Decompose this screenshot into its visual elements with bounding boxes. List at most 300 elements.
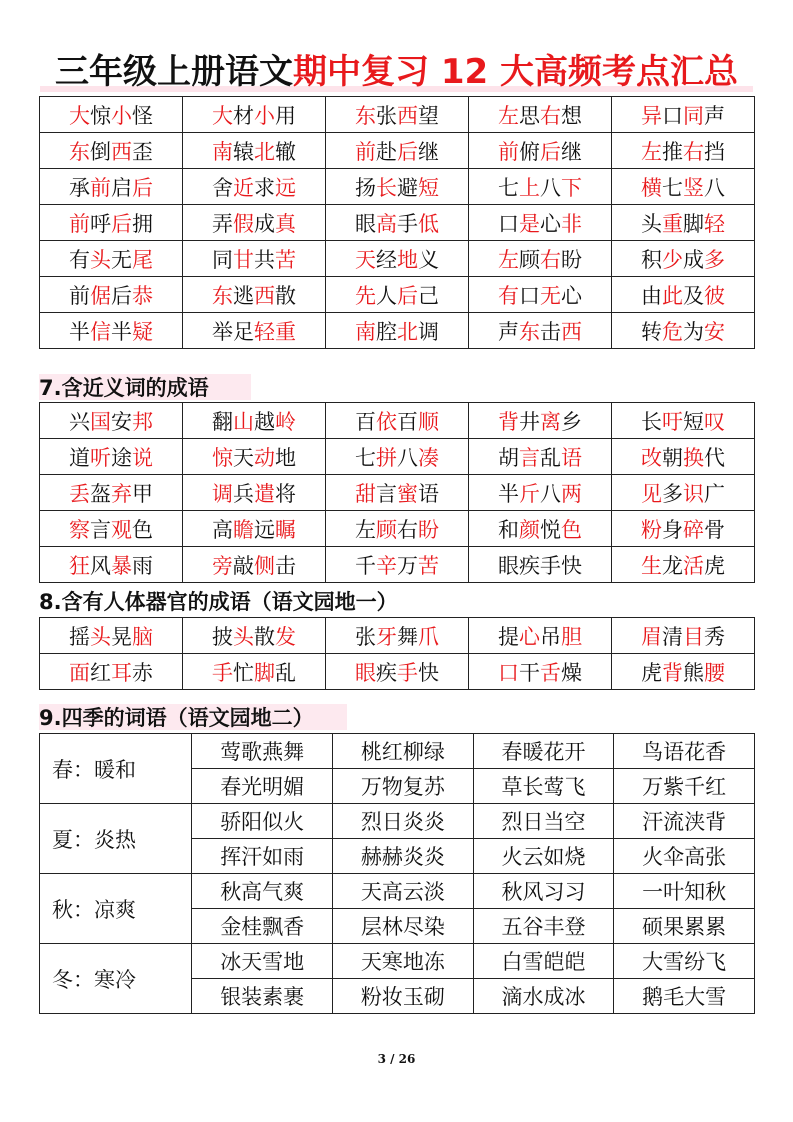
idiom-char: 言 (90, 517, 111, 542)
idiom-cell (326, 618, 469, 654)
idiom-char: 异 (641, 103, 662, 128)
table-row (40, 313, 755, 349)
idiom-char: 拥 (132, 211, 153, 236)
idiom-char: 小 (254, 103, 275, 128)
season-label: 夏：炎热 (40, 804, 192, 874)
idiom-char: 左 (498, 103, 519, 128)
idiom-char: 悦 (540, 517, 561, 542)
idiom-char: 半 (111, 319, 132, 344)
idiom-char: 骨 (704, 517, 725, 542)
section-8-heading: 8.含有人体器官的成语（语文园地一） (39, 590, 398, 614)
idiom-char: 顾 (519, 247, 540, 272)
idiom-char: 兴 (69, 409, 90, 434)
season-word-cell: 层林尽染 (333, 909, 474, 944)
idiom-char: 面 (69, 660, 90, 685)
season-word-cell: 汗流浃背 (614, 804, 755, 839)
page-title (0, 44, 793, 93)
idiom-char: 乡 (561, 409, 582, 434)
idiom-char: 高 (376, 211, 397, 236)
idiom-char: 用 (275, 103, 296, 128)
idiom-char: 忙 (233, 660, 254, 685)
idiom-cell (183, 97, 326, 133)
idiom-cell (183, 439, 326, 475)
table-row (40, 133, 755, 169)
idiom-cell (326, 241, 469, 277)
table-row (40, 403, 755, 439)
idiom-cell (612, 169, 755, 205)
idiom-char: 瞩 (275, 517, 296, 542)
idiom-char: 多 (704, 247, 725, 272)
table-row (40, 475, 755, 511)
idiom-char: 凑 (418, 445, 439, 470)
idiom-cell (612, 205, 755, 241)
idiom-cell (40, 97, 183, 133)
idiom-char: 七 (355, 445, 376, 470)
idiom-char: 语 (561, 445, 582, 470)
table-row (40, 734, 755, 769)
idiom-cell (612, 403, 755, 439)
idiom-char: 下 (561, 175, 582, 200)
idiom-char: 非 (561, 211, 582, 236)
idiom-char: 求 (254, 175, 275, 200)
idiom-char: 千 (355, 553, 376, 578)
idiom-cell (183, 547, 326, 583)
idiom-char: 疑 (132, 319, 153, 344)
idiom-char: 眼 (498, 553, 519, 578)
idiom-cell (612, 133, 755, 169)
idiom-char: 岭 (275, 409, 296, 434)
season-word-cell: 桃红柳绿 (333, 734, 474, 769)
idiom-cell (40, 654, 183, 690)
idiom-char: 倒 (90, 139, 111, 164)
idiom-char: 有 (69, 247, 90, 272)
idiom-char: 口 (519, 283, 540, 308)
idiom-char: 暴 (111, 553, 132, 578)
idiom-char: 恭 (132, 283, 153, 308)
idiom-char: 短 (683, 409, 704, 434)
idiom-cell (183, 618, 326, 654)
season-word-cell: 一叶知秋 (614, 874, 755, 909)
idiom-char: 听 (90, 445, 111, 470)
idiom-char: 己 (418, 283, 439, 308)
idiom-char: 燥 (561, 660, 582, 685)
idiom-cell (326, 439, 469, 475)
idiom-cell (469, 205, 612, 241)
idiom-char: 舌 (540, 660, 561, 685)
idiom-char: 假 (233, 211, 254, 236)
idiom-char: 前 (498, 139, 519, 164)
idiom-char: 身 (662, 517, 683, 542)
idiom-char: 兵 (233, 481, 254, 506)
idiom-char: 积 (641, 247, 662, 272)
idiom-cell (40, 547, 183, 583)
idiom-char: 疾 (376, 660, 397, 685)
idiom-char: 两 (561, 481, 582, 506)
idiom-char: 龙 (662, 553, 683, 578)
idiom-char: 成 (254, 211, 275, 236)
idiom-char: 遣 (254, 481, 275, 506)
idiom-char: 旁 (212, 553, 233, 578)
section-7-heading: 7.含近义词的成语 (39, 376, 209, 400)
idiom-char: 苦 (275, 247, 296, 272)
idiom-char: 右 (397, 517, 418, 542)
idiom-char: 虎 (704, 553, 725, 578)
idiom-char: 道 (69, 445, 90, 470)
idiom-char: 右 (683, 139, 704, 164)
idiom-char: 散 (254, 624, 275, 649)
season-word-cell: 赫赫炎炎 (333, 839, 474, 874)
idiom-char: 辕 (233, 139, 254, 164)
idiom-char: 上 (519, 175, 540, 200)
idiom-cell (326, 133, 469, 169)
season-word-cell: 春光明媚 (192, 769, 333, 804)
idiom-char: 眼 (355, 211, 376, 236)
idiom-char: 挡 (704, 139, 725, 164)
table-row (40, 205, 755, 241)
idiom-char: 心 (519, 624, 540, 649)
idiom-char: 百 (397, 409, 418, 434)
season-word-cell: 天寒地冻 (333, 944, 474, 979)
idiom-char: 望 (418, 103, 439, 128)
idiom-cell (612, 654, 755, 690)
table-row (40, 169, 755, 205)
idiom-char: 尾 (132, 247, 153, 272)
season-label: 春：暖和 (40, 734, 192, 804)
idiom-cell (40, 618, 183, 654)
idiom-char: 国 (90, 409, 111, 434)
season-word-cell: 银装素裹 (192, 979, 333, 1014)
idiom-char: 牙 (376, 624, 397, 649)
idiom-char: 辛 (376, 553, 397, 578)
season-word-cell: 硕果累累 (614, 909, 755, 944)
season-word-cell: 烈日当空 (473, 804, 614, 839)
idiom-char: 重 (662, 211, 683, 236)
idiom-cell (183, 403, 326, 439)
idiom-char: 眉 (641, 624, 662, 649)
season-word-cell: 金桂飘香 (192, 909, 333, 944)
idiom-cell (612, 618, 755, 654)
idiom-char: 危 (662, 319, 683, 344)
season-word-cell: 秋风习习 (473, 874, 614, 909)
idiom-char: 竖 (683, 175, 704, 200)
idiom-char: 有 (498, 283, 519, 308)
idiom-cell (469, 439, 612, 475)
idiom-char: 击 (275, 553, 296, 578)
idiom-char: 后 (397, 139, 418, 164)
idiom-char: 弃 (111, 481, 132, 506)
season-word-cell: 天高云淡 (333, 874, 474, 909)
idiom-char: 八 (397, 445, 418, 470)
idiom-char: 红 (90, 660, 111, 685)
idiom-char: 手 (212, 660, 233, 685)
idiom-char: 依 (376, 409, 397, 434)
idiom-char: 甘 (233, 247, 254, 272)
idiom-char: 色 (132, 517, 153, 542)
idiom-char: 声 (704, 103, 725, 128)
idiom-char: 广 (704, 481, 725, 506)
idiom-char: 口 (498, 660, 519, 685)
idiom-char: 继 (418, 139, 439, 164)
idiom-char: 远 (254, 517, 275, 542)
idiom-char: 手 (397, 211, 418, 236)
idiom-cell (469, 97, 612, 133)
idiom-char: 狂 (69, 553, 90, 578)
idiom-char: 盼 (418, 517, 439, 542)
idiom-char: 西 (397, 103, 418, 128)
idiom-char: 秀 (704, 624, 725, 649)
season-word-cell: 挥汗如雨 (192, 839, 333, 874)
idiom-char: 盼 (561, 247, 582, 272)
idiom-char: 熊 (683, 660, 704, 685)
idiom-char: 同 (212, 247, 233, 272)
season-word-cell: 五谷丰登 (473, 909, 614, 944)
idiom-char: 后 (132, 175, 153, 200)
idiom-char: 击 (540, 319, 561, 344)
season-label: 秋：凉爽 (40, 874, 192, 944)
idiom-char: 苦 (418, 553, 439, 578)
idiom-char: 后 (397, 283, 418, 308)
idiom-char: 脚 (683, 211, 704, 236)
idiom-char: 西 (111, 139, 132, 164)
idiom-cell (40, 133, 183, 169)
table-row (40, 547, 755, 583)
idiom-char: 为 (683, 319, 704, 344)
idiom-cell (612, 313, 755, 349)
idiom-char: 盔 (90, 481, 111, 506)
idiom-char: 少 (662, 247, 683, 272)
table-row (40, 277, 755, 313)
idiom-char: 甲 (132, 481, 153, 506)
idiom-char: 西 (561, 319, 582, 344)
idiom-char: 赤 (132, 660, 153, 685)
idiom-char: 将 (275, 481, 296, 506)
idiom-char: 目 (683, 624, 704, 649)
idiom-char: 此 (662, 283, 683, 308)
idiom-char: 晃 (111, 624, 132, 649)
idiom-char: 瞻 (233, 517, 254, 542)
idiom-char: 先 (355, 283, 376, 308)
idiom-char: 左 (355, 517, 376, 542)
idiom-char: 眼 (355, 660, 376, 685)
page-title-black: 三年级上册语文 (55, 52, 293, 92)
idiom-char: 心 (561, 283, 582, 308)
idiom-char: 长 (641, 409, 662, 434)
idiom-char: 甜 (355, 481, 376, 506)
idiom-char: 语 (418, 481, 439, 506)
season-word-cell: 烈日炎炎 (333, 804, 474, 839)
idiom-char: 干 (519, 660, 540, 685)
idiom-char: 手 (397, 660, 418, 685)
idiom-char: 右 (540, 247, 561, 272)
idiom-char: 乱 (275, 660, 296, 685)
idiom-cell (612, 475, 755, 511)
idiom-char: 斤 (519, 481, 540, 506)
idiom-cell (40, 277, 183, 313)
idiom-char: 前 (355, 139, 376, 164)
table-row (40, 97, 755, 133)
season-word-cell: 草长莺飞 (473, 769, 614, 804)
idiom-char: 山 (233, 409, 254, 434)
idiom-cell (469, 169, 612, 205)
idiom-char: 天 (355, 247, 376, 272)
idiom-char: 无 (540, 283, 561, 308)
idiom-char: 风 (90, 553, 111, 578)
idiom-cell (183, 205, 326, 241)
season-word-cell: 春暖花开 (473, 734, 614, 769)
idiom-char: 途 (111, 445, 132, 470)
idiom-char: 成 (683, 247, 704, 272)
idiom-char: 北 (254, 139, 275, 164)
idiom-char: 信 (90, 319, 111, 344)
idiom-char: 八 (704, 175, 725, 200)
idiom-cell (326, 205, 469, 241)
idiom-char: 左 (498, 247, 519, 272)
idiom-char: 离 (540, 409, 561, 434)
idiom-cell (469, 547, 612, 583)
table-row (40, 874, 755, 909)
idiom-cell (469, 511, 612, 547)
idiom-char: 辙 (275, 139, 296, 164)
idiom-char: 提 (498, 624, 519, 649)
idiom-cell (183, 313, 326, 349)
idiom-char: 脑 (132, 624, 153, 649)
idiom-char: 长 (376, 175, 397, 200)
idiom-char: 地 (397, 247, 418, 272)
idiom-char: 口 (662, 103, 683, 128)
idiom-cell (469, 654, 612, 690)
idiom-char: 胡 (498, 445, 519, 470)
page-title-red: 期中复习 12 大高频考点汇总 (293, 52, 738, 92)
idiom-char: 邦 (132, 409, 153, 434)
idiom-cell (469, 277, 612, 313)
idiom-char: 清 (662, 624, 683, 649)
season-words-table (39, 733, 755, 1014)
idiom-char: 是 (519, 211, 540, 236)
idiom-char: 头 (233, 624, 254, 649)
idiom-table-directions (39, 96, 755, 349)
table-row (40, 439, 755, 475)
idiom-char: 左 (641, 139, 662, 164)
season-word-cell: 火云如烧 (473, 839, 614, 874)
idiom-cell (183, 241, 326, 277)
idiom-char: 拼 (376, 445, 397, 470)
table-row (40, 944, 755, 979)
idiom-char: 真 (275, 211, 296, 236)
idiom-char: 呼 (90, 211, 111, 236)
season-word-cell: 滴水成冰 (473, 979, 614, 1014)
idiom-char: 快 (418, 660, 439, 685)
idiom-cell (326, 654, 469, 690)
idiom-char: 见 (641, 481, 662, 506)
idiom-char: 调 (212, 481, 233, 506)
idiom-char: 人 (376, 283, 397, 308)
idiom-char: 同 (683, 103, 704, 128)
idiom-char: 材 (233, 103, 254, 128)
idiom-char: 言 (519, 445, 540, 470)
idiom-char: 叹 (704, 409, 725, 434)
idiom-char: 丢 (69, 481, 90, 506)
table-row (40, 241, 755, 277)
idiom-char: 八 (540, 481, 561, 506)
idiom-char: 后 (111, 211, 132, 236)
idiom-cell (40, 241, 183, 277)
idiom-char: 轻 (704, 211, 725, 236)
idiom-char: 动 (254, 445, 275, 470)
idiom-char: 观 (111, 517, 132, 542)
idiom-char: 心 (540, 211, 561, 236)
idiom-char: 换 (683, 445, 704, 470)
idiom-cell (326, 403, 469, 439)
idiom-char: 腔 (376, 319, 397, 344)
idiom-char: 低 (418, 211, 439, 236)
idiom-char: 大 (69, 103, 90, 128)
idiom-cell (40, 169, 183, 205)
idiom-cell (183, 277, 326, 313)
idiom-char: 南 (212, 139, 233, 164)
idiom-char: 惊 (90, 103, 111, 128)
idiom-char: 碎 (683, 517, 704, 542)
idiom-char: 继 (561, 139, 582, 164)
season-word-cell: 万紫千红 (614, 769, 755, 804)
idiom-char: 轻 (254, 319, 275, 344)
table-row (40, 804, 755, 839)
idiom-char: 北 (397, 319, 418, 344)
idiom-char: 翻 (212, 409, 233, 434)
idiom-char: 扬 (355, 175, 376, 200)
idiom-cell (469, 313, 612, 349)
idiom-cell (183, 133, 326, 169)
idiom-char: 赴 (376, 139, 397, 164)
idiom-char: 脚 (254, 660, 275, 685)
idiom-char: 举 (212, 319, 233, 344)
idiom-char: 乱 (540, 445, 561, 470)
idiom-char: 粉 (641, 517, 662, 542)
idiom-char: 承 (69, 175, 90, 200)
idiom-char: 半 (69, 319, 90, 344)
idiom-char: 无 (111, 247, 132, 272)
idiom-char: 蜜 (397, 481, 418, 506)
idiom-char: 察 (69, 517, 90, 542)
idiom-cell (326, 547, 469, 583)
idiom-char: 怪 (132, 103, 153, 128)
idiom-char: 顺 (418, 409, 439, 434)
season-label: 冬：寒冷 (40, 944, 192, 1014)
idiom-char: 半 (498, 481, 519, 506)
idiom-char: 色 (561, 517, 582, 542)
idiom-char: 口 (498, 211, 519, 236)
idiom-cell (469, 133, 612, 169)
idiom-char: 颜 (519, 517, 540, 542)
idiom-cell (612, 97, 755, 133)
idiom-char: 耳 (111, 660, 132, 685)
idiom-char: 虎 (641, 660, 662, 685)
idiom-char: 多 (662, 481, 683, 506)
idiom-char: 侧 (254, 553, 275, 578)
idiom-cell (183, 511, 326, 547)
idiom-char: 避 (397, 175, 418, 200)
idiom-cell (469, 475, 612, 511)
idiom-char: 敲 (233, 553, 254, 578)
idiom-char: 俯 (519, 139, 540, 164)
idiom-char: 彼 (704, 283, 725, 308)
idiom-char: 后 (540, 139, 561, 164)
idiom-cell (40, 403, 183, 439)
idiom-char: 雨 (132, 553, 153, 578)
idiom-char: 前 (69, 211, 90, 236)
idiom-char: 转 (641, 319, 662, 344)
idiom-char: 逃 (233, 283, 254, 308)
idiom-char: 头 (90, 624, 111, 649)
